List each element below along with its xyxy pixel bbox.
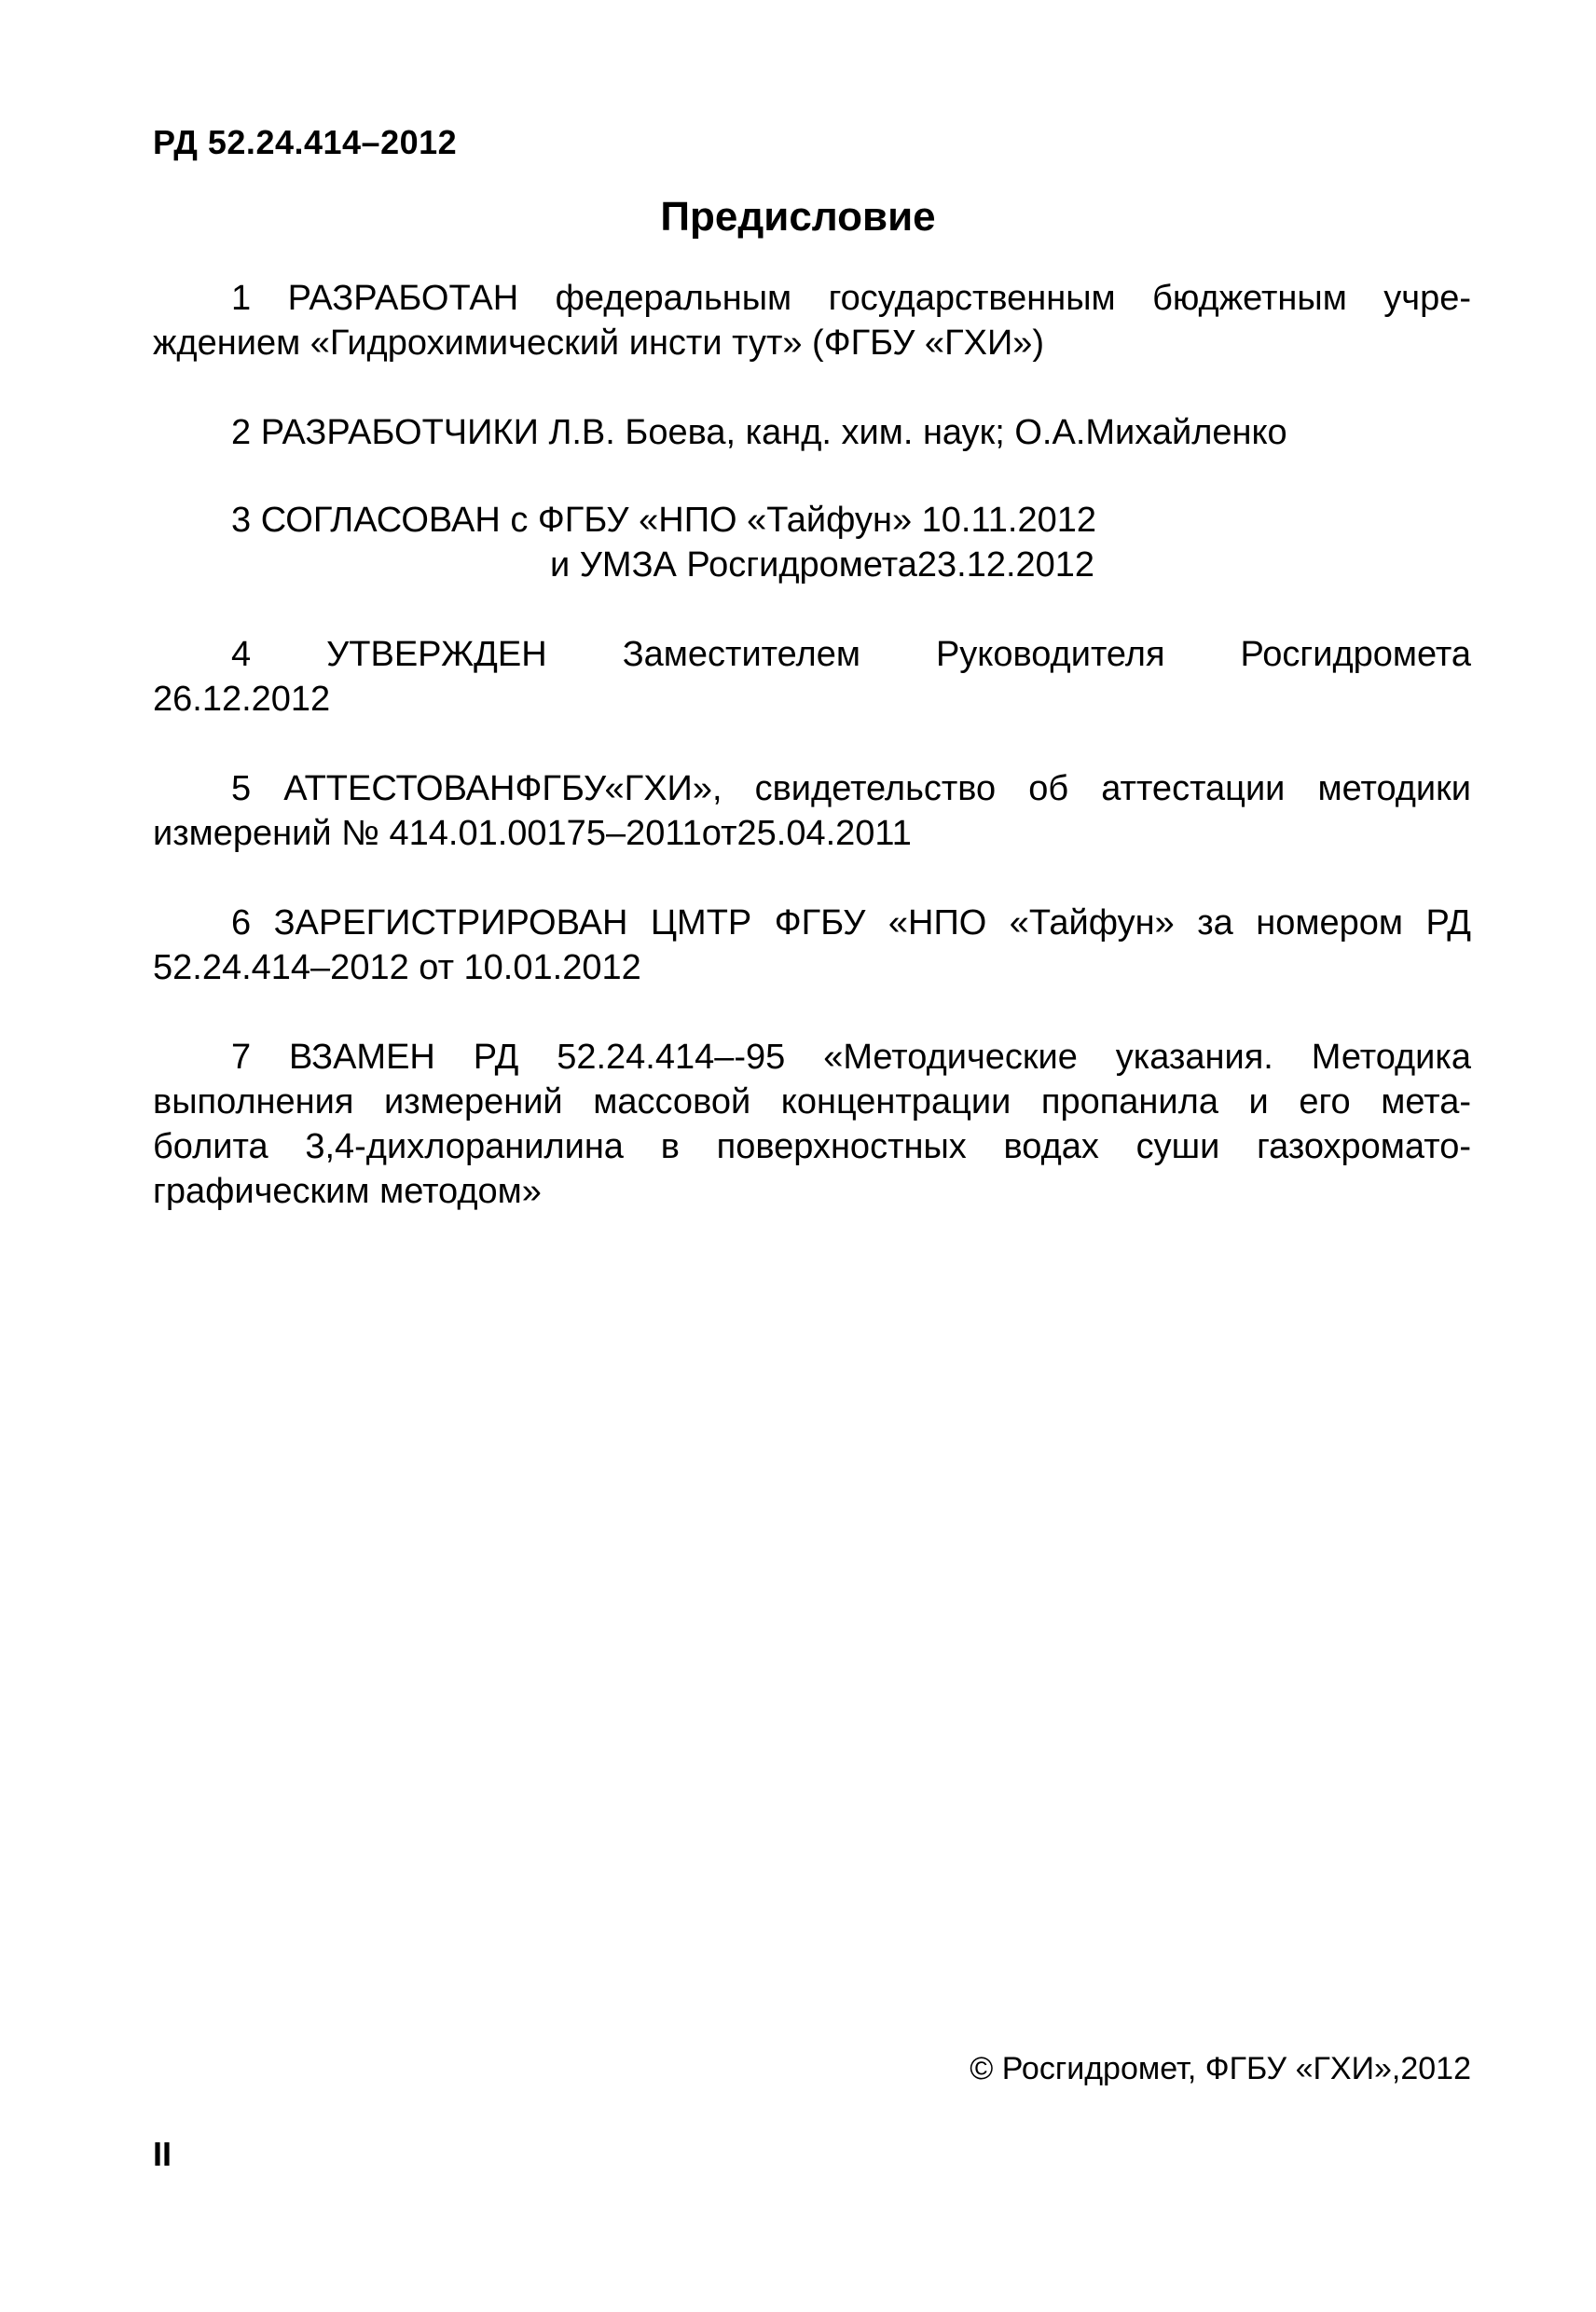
item-7-replaces — [153, 1035, 1471, 1214]
item-1-line-2: ждением «Гидрохимический инсти тут» (ФГБУ «ГХИ») — [153, 323, 1045, 363]
item-7-line-4: графическим методом» — [153, 1172, 542, 1211]
item-2-developers: 2 РАЗРАБОТЧИКИ Л.В. Боева, канд. хим. наук; О.А.Михайленко — [231, 413, 1287, 452]
page-number: II — [153, 2135, 172, 2173]
item-7-line-1: 7 ВЗАМЕН РД 52.24.414–-95 «Методические указания. Методика — [231, 1038, 1471, 1077]
item-4-approved — [153, 632, 1471, 722]
item-5-line-2: измерений № 414.01.00175–2011от25.04.2011 — [153, 814, 912, 853]
item-4-line-2: 26.12.2012 — [153, 680, 331, 719]
page-title: Предисловие — [660, 194, 936, 240]
item-4-line-1: 4 УТВЕРЖДЕН Заместителем Руководителя Росгидромета — [231, 635, 1471, 674]
item-6-line-1: 6 ЗАРЕГИСТРИРОВАН ЦМТР ФГБУ «НПО «Тайфун» за номером РД — [231, 903, 1471, 943]
document-code: РД 52.24.414–2012 — [153, 123, 458, 161]
item-1-developed — [153, 276, 1471, 365]
item-6-line-2: 52.24.414–2012 от 10.01.2012 — [153, 948, 641, 987]
item-1-line-1: 1 РАЗРАБОТАН федеральным государственным бюджетным учре- — [231, 279, 1471, 318]
item-5-line-1: 5 АТТЕСТОВАНФГБУ«ГХИ», свидетельство об аттестации методики — [231, 769, 1471, 808]
item-7-line-3: болита 3,4-дихлоранилина в поверхностных водах суши газохромато- — [153, 1127, 1471, 1166]
item-3-agreed-line-2: и УМЗА Росгидромета23.12.2012 — [550, 545, 1095, 585]
copyright-notice: © Росгидромет, ФГБУ «ГХИ»,2012 — [970, 2051, 1471, 2086]
item-6-registered — [153, 901, 1471, 990]
item-5-certified — [153, 766, 1471, 856]
item-3-agreed-line-1: 3 СОГЛАСОВАН с ФГБУ «НПО «Тайфун» 10.11.2012 — [231, 501, 1097, 540]
item-7-line-2: выполнения измерений массовой концентрации пропанила и его мета- — [153, 1082, 1471, 1122]
